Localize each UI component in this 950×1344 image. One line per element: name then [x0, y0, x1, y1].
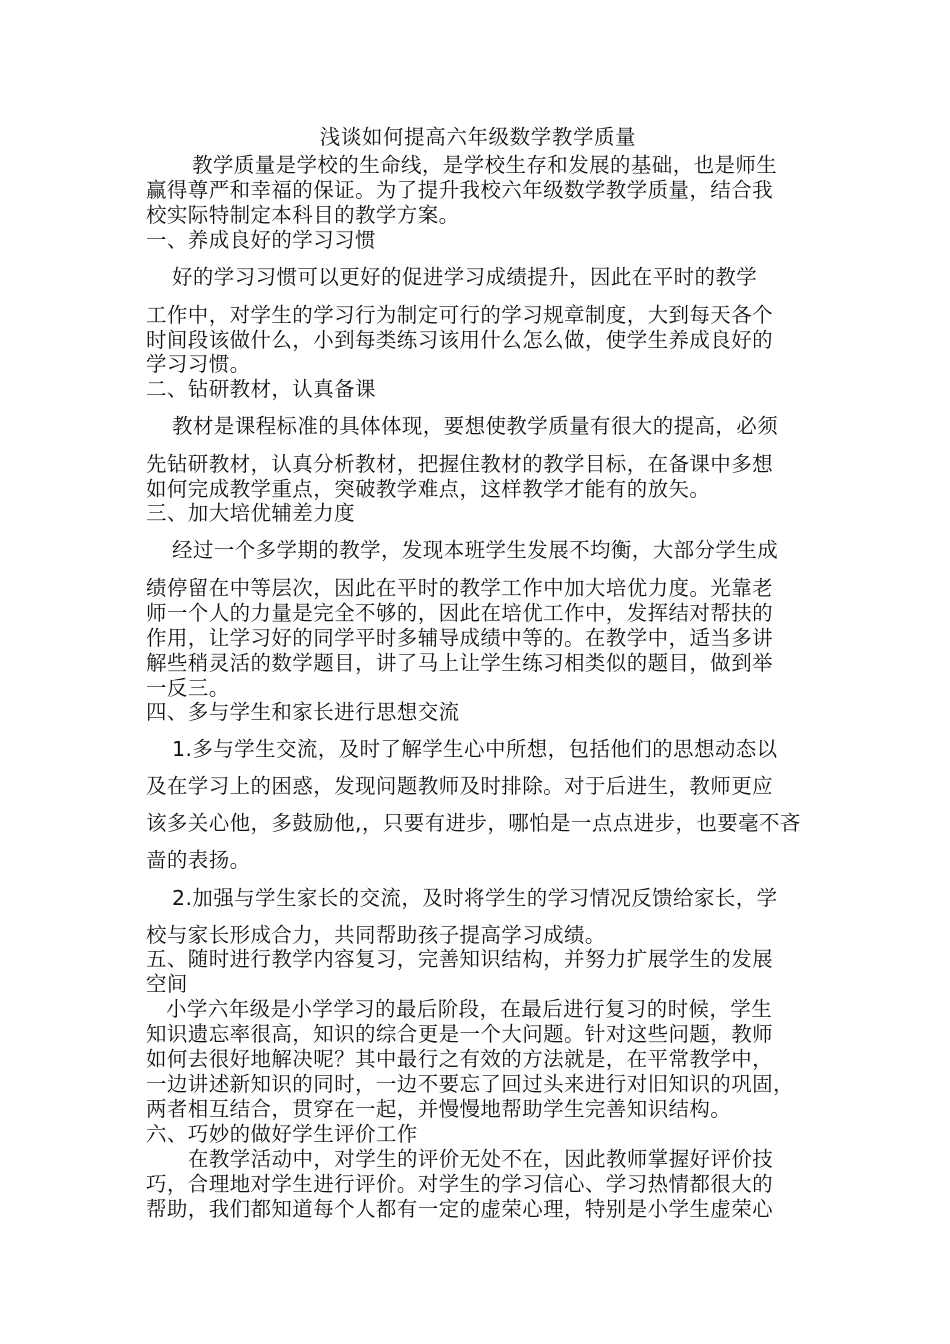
document-title: 浅谈如何提高六年级数学教学质量 [319, 125, 637, 149]
paragraph-line: 师一个人的力量是完全不够的，因此在培优工作中，发挥结对帮扶的 [146, 601, 773, 625]
paragraph-line: 学习习惯。 [146, 352, 251, 376]
paragraph-line: 帮助，我们都知道每个人都有一定的虚荣心理，特别是小学生虚荣心 [146, 1197, 773, 1221]
section-heading: 空间 [146, 972, 188, 996]
paragraph-line: 教材是课程标准的具体体现，要想使教学质量有很大的提高，必须 [172, 414, 779, 438]
intro-line: 校实际特制定本科目的教学方案。 [146, 203, 460, 227]
paragraph-line: 好的学习习惯可以更好的促进学习成绩提升，因此在平时的教学 [172, 265, 758, 289]
paragraph-line: 该多关心他，多鼓励他,，只要有进步，哪怕是一点点进步，也要毫不吝 [146, 811, 801, 835]
section-heading: 一、养成良好的学习习惯 [146, 228, 376, 252]
paragraph-line: 一边讲述新知识的同时，一边不要忘了回过头来进行对旧知识的巩固， [146, 1072, 794, 1096]
section-heading: 四、多与学生和家长进行思想交流 [146, 700, 460, 724]
paragraph-line: 及在学习上的困惑，发现问题教师及时排除。对于后进生，教师更应 [146, 774, 773, 798]
paragraph-line: 工作中，对学生的学习行为制定可行的学习规章制度，大到每天各个 [146, 303, 773, 327]
paragraph-line: 绩停留在中等层次，因此在平时的教学工作中加大培优力度。光靠老 [146, 576, 773, 600]
paragraph-line: 知识遗忘率很高，知识的综合更是一个大问题。针对这些问题，教师 [146, 1022, 773, 1046]
paragraph-line: 如何去很好地解决呢？其中最行之有效的方法就是，在平常教学中， [146, 1047, 773, 1071]
paragraph-line: 经过一个多学期的教学，发现本班学生发展不均衡，大部分学生成 [172, 538, 779, 562]
paragraph-line: 啬的表扬。 [146, 848, 251, 872]
section-heading: 三、加大培优辅差力度 [146, 501, 355, 525]
section-heading: 二、钻研教材，认真备课 [146, 377, 376, 401]
paragraph-line: 作用，让学习好的同学平时多辅导成绩中等的。在教学中，适当多讲 [146, 626, 773, 650]
paragraph-line: 1.多与学生交流，及时了解学生心中所想，包括他们的思想动态以 [172, 737, 778, 761]
paragraph-line: 小学六年级是小学学习的最后阶段，在最后进行复习的时候，学生 [166, 997, 773, 1021]
paragraph-line: 时间段该做什么，小到每类练习该用什么怎么做，使学生养成良好的 [146, 328, 773, 352]
paragraph-line: 先钻研教材，认真分析教材，把握住教材的教学目标，在备课中多想 [146, 452, 773, 476]
paragraph-line: 一反三。 [146, 676, 230, 700]
intro-line: 赢得尊严和幸福的保证。为了提升我校六年级数学教学质量，结合我 [146, 178, 773, 202]
paragraph-line: 在教学活动中，对学生的评价无处不在，因此教师掌握好评价技 [188, 1147, 774, 1171]
paragraph-line: 两者相互结合，贯穿在一起，并慢慢地帮助学生完善知识结构。 [146, 1097, 732, 1121]
paragraph-line: 2.加强与学生家长的交流，及时将学生的学习情况反馈给家长，学 [172, 886, 778, 910]
paragraph-line: 校与家长形成合力，共同帮助孩子提高学习成绩。 [146, 923, 606, 947]
section-heading: 五、随时进行教学内容复习，完善知识结构，并努力扩展学生的发展 [146, 947, 773, 971]
paragraph-line: 如何完成教学重点，突破教学难点，这样教学才能有的放矢。 [146, 477, 711, 501]
intro-line: 教学质量是学校的生命线，是学校生存和发展的基础，也是师生 [192, 153, 778, 177]
paragraph-line: 解些稍灵活的数学题目，讲了马上让学生练习相类似的题目，做到举 [146, 651, 773, 675]
paragraph-line: 巧，合理地对学生进行评价。对学生的学习信心、学习热情都很大的 [146, 1172, 773, 1196]
section-heading: 六、巧妙的做好学生评价工作 [146, 1122, 418, 1146]
